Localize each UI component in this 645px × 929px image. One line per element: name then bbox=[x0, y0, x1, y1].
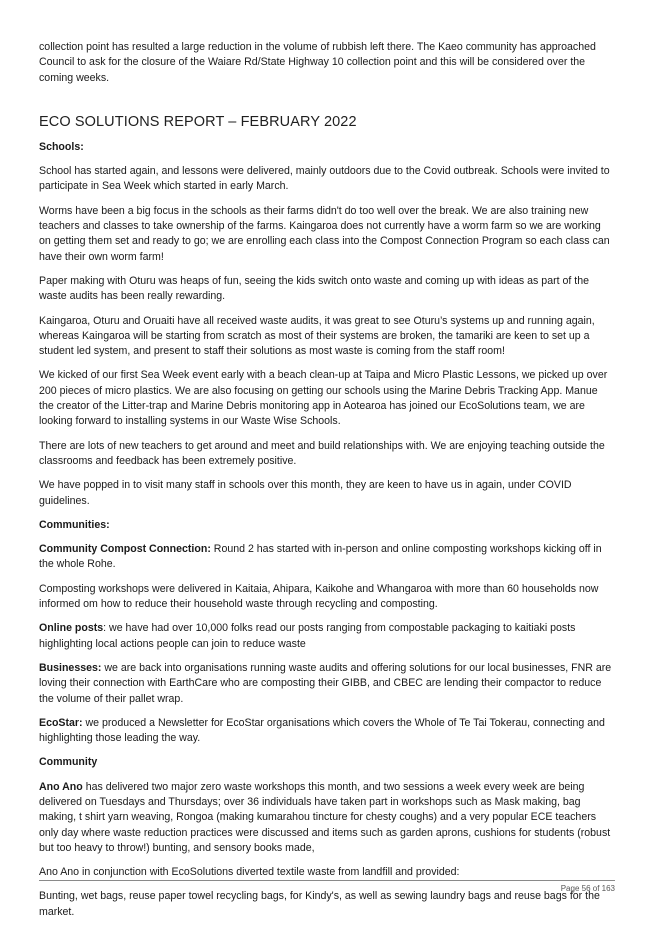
compost-connection-text: Round 2 has started with in-person and online composting workshops kicking off in the whole Rohe. bbox=[39, 543, 602, 571]
page-number: Page 56 of 163 bbox=[560, 884, 615, 893]
conjunction-paragraph: Ano Ano in conjunction with EcoSolutions diverted textile waste from landfill and provided: bbox=[39, 866, 460, 879]
workshops-paragraph: Composting workshops were delivered in Kaitaia, Ahipara, Kaikohe and Whangaroa with more than 60 households now informed om how to reduce their household waste through recycling and composting. bbox=[39, 582, 599, 611]
communities-heading: Communities: bbox=[39, 518, 110, 531]
online-posts-label: Online posts bbox=[39, 622, 104, 635]
community-heading: Community bbox=[39, 756, 98, 769]
ano-ano-label: Ano Ano bbox=[39, 780, 83, 793]
compost-connection-paragraph bbox=[39, 542, 615, 573]
intro-paragraph: collection point has resulted a large reduction in the volume of rubbish left there. The Kaeo community has approached Council to ask for the closure of the Waiare Rd/State Highway 10 collection point and this will be considered over the coming weeks. bbox=[39, 41, 596, 84]
schools-paragraph-1: School has started again, and lessons were delivered, mainly outdoors due to the Covid outbreak. Schools were invited to participate in Sea Week which started in early March. bbox=[39, 165, 610, 193]
page-content bbox=[39, 40, 615, 929]
report-title: ECO SOLUTIONS REPORT – FEBRUARY 2022 bbox=[39, 113, 357, 130]
schools-paragraph-7: We have popped in to visit many staff in schools over this month, they are keen to have us in again, under COVID guidelines. bbox=[39, 479, 572, 507]
schools-paragraph-6: There are lots of new teachers to get around and meet and build relationships with. We are enjoying teaching outside the classrooms and feedback has been extremely positive. bbox=[39, 439, 605, 467]
businesses-label: Businesses: bbox=[39, 661, 102, 674]
ecostar-label: EcoStar: bbox=[39, 716, 83, 729]
businesses-paragraph bbox=[39, 661, 615, 707]
ano-ano-paragraph bbox=[39, 780, 615, 856]
bunting-paragraph: Bunting, wet bags, reuse paper towel recycling bags, for Kindy's, as well as sewing laundry bags and reuse bags for the market. bbox=[39, 890, 600, 918]
footer-divider bbox=[39, 880, 615, 881]
ecostar-paragraph bbox=[39, 716, 615, 747]
schools-paragraph-5: We kicked of our first Sea Week event early with a beach clean-up at Taipa and Micro Plastic Lessons, we picked up over 200 pieces of micro plastics. We are also focusing on getting our schools using the Marine Debris Tracking App. Manue the creator of the Litter-trap and Marine Debris monitoring app in Aotearoa has joined our EcoSolutions team, we are looking forward to installing systems in our Waste Wise Schools. bbox=[39, 369, 608, 428]
online-posts-text: : we have had over 10,000 folks read our posts ranging from compostable packaging to kaitiaki posts highlighting local actions people can join to reduce waste bbox=[39, 622, 576, 650]
schools-paragraph-2: Worms have been a big focus in the schools as their farms didn't do too well over the break. We are also training new teachers and classes to take ownership of the farms. Kaingaroa does not currently have a worm farm so we are working on getting them set and ready to go; we are enrolling each class into the Compost Connection Program so each class can have their own worm farm! bbox=[39, 204, 610, 263]
schools-paragraph-3: Paper making with Oturu was heaps of fun, seeing the kids switch onto waste and coming up with ideas as part of the waste audits has been really rewarding. bbox=[39, 274, 590, 303]
schools-paragraph-4: Kaingaroa, Oturu and Oruaiti have all received waste audits, it was great to see Oturu’s systems up and running again, whereas Kaingaroa will be starting from scratch as most of their systems are broken, the tamariki are keen to set up a student led system, and present to staff their solutions as most waste is coming from the staff room! bbox=[39, 314, 595, 358]
ecostar-text: we produced a Newsletter for EcoStar organisations which covers the Whole of Te Tai Tokerau, connecting and highlighting those leading the way. bbox=[39, 716, 605, 745]
businesses-text: we are back into organisations running waste audits and offering solutions for our local businesses, FNR are loving their connection with EarthCare who are composting their GIBB, and CBEC are lending their compactor to reduce the volume of their pallet wrap. bbox=[39, 661, 612, 705]
compost-connection-label: Community Compost Connection: bbox=[39, 543, 211, 556]
online-posts-paragraph bbox=[39, 621, 615, 652]
ano-ano-text: has delivered two major zero waste workshops this month, and two sessions a week every week are being delivered on Tuesdays and Thursdays; over 36 individuals have taken part in workshops such as Mask making, bag making, t shirt yarn weaving, Rongoa (making kumarahou tincture for chesty coughs) and a very popular ECE teachers only day where waste reduction practices were discussed and items such as garden aprons, cushions for students (robust but too heavy to throw!) bunting, and sensory books made, bbox=[39, 780, 611, 854]
schools-heading: Schools: bbox=[39, 140, 84, 153]
